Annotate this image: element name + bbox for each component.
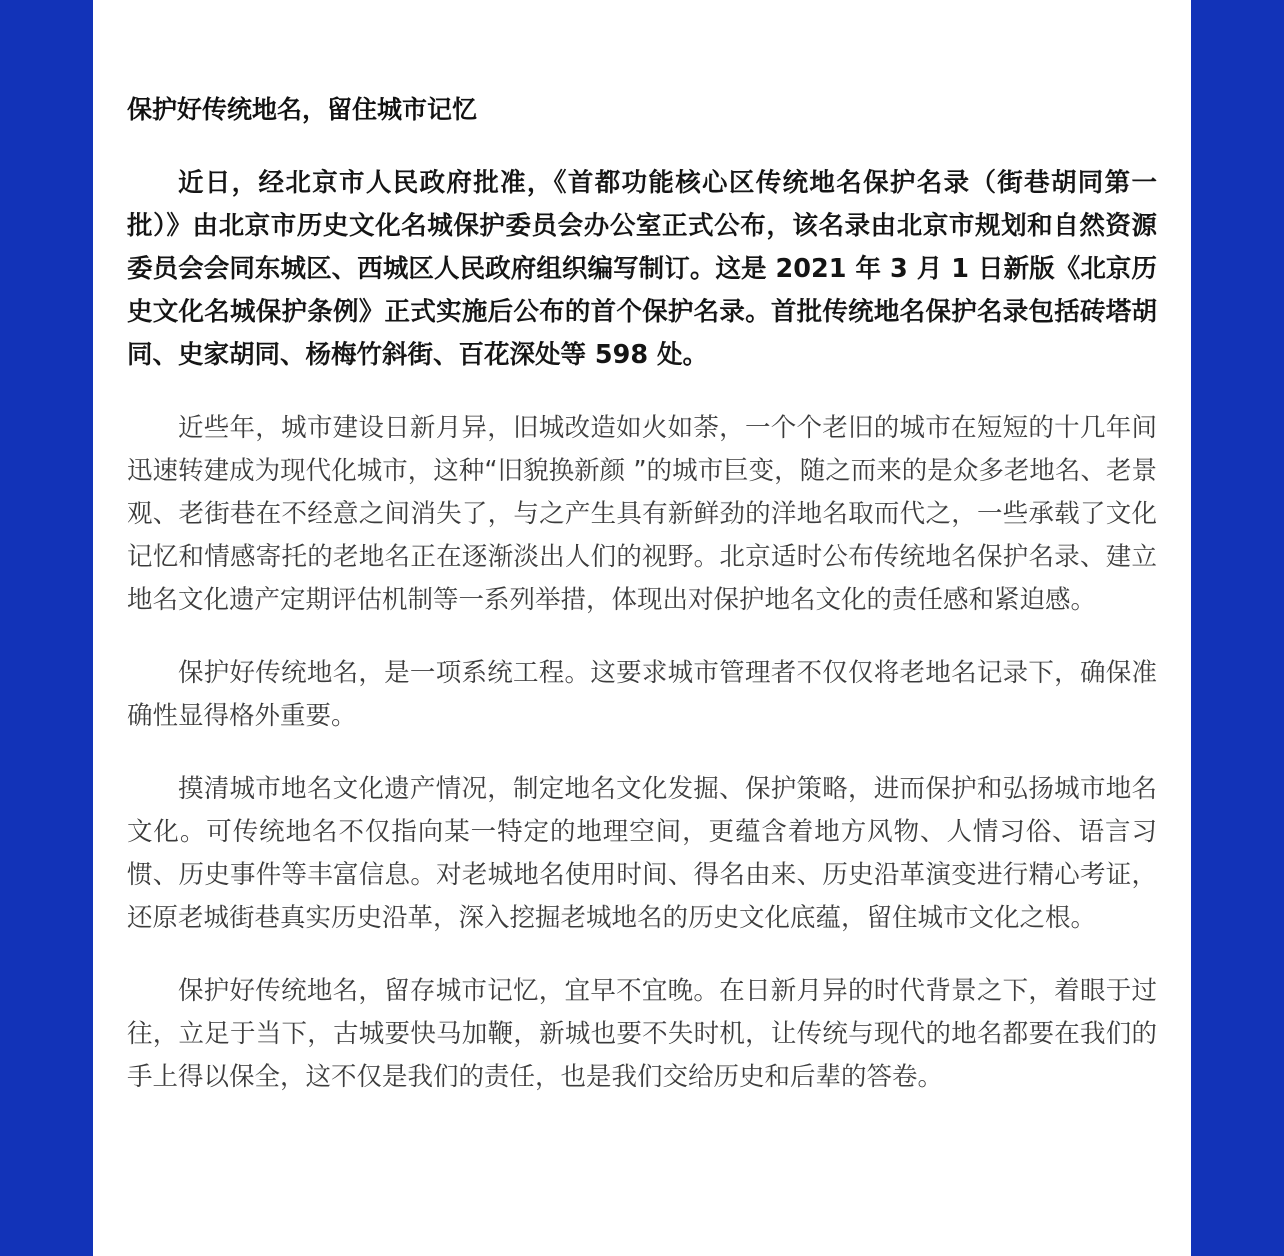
article-paragraph-2: 近些年，城市建设日新月异，旧城改造如火如荼，一个个老旧的城市在短短的十几年间迅速转建成为现代化城市，这种“旧貌换新颜 ”的城市巨变，随之而来的是众多老地名、老景观、老街巷在不经意之间消失了，与之产生具有新鲜劲的洋地名取而代之，一些承载了文化记忆和情感寄托的老地名正在逐渐淡出人们的视野。北京适时公布传统地名保护名录、建立地名文化遗产定期评估机制等一系列举措，体现出对保护地名文化的责任感和紧迫感。 [127,413,1157,615]
article-paragraph-5: 保护好传统地名，留存城市记忆，宜早不宜晚。在日新月异的时代背景之下，着眼于过往，立足于当下，古城要快马加鞭，新城也要不失时机，让传统与现代的地名都要在我们的手上得以保全，这不仅是我们的责任，也是我们交给历史和后辈的答卷。 [127,976,1157,1092]
article-paragraph-4: 摸清城市地名文化遗产情况，制定地名文化发掘、保护策略，进而保护和弘扬城市地名文化。可传统地名不仅指向某一特定的地理空间，更蕴含着地方风物、人情习俗、语言习惯、历史事件等丰富信息。对老城地名使用时间、得名由来、历史沿革演变进行精心考证，还原老城街巷真实历史沿革，深入挖掘老城地名的历史文化底蕴，留住城市文化之根。 [127,774,1157,933]
article-card [93,0,1191,1256]
article-paragraph-3: 保护好传统地名，是一项系统工程。这要求城市管理者不仅仅将老地名记录下，确保准确性显得格外重要。 [127,658,1157,731]
article-paragraph-1: 近日，经北京市人民政府批准，《首都功能核心区传统地名保护名录（街巷胡同第一批）》由北京市历史文化名城保护委员会办公室正式公布，该名录由北京市规划和自然资源委员会会同东城区、西城区人民政府组织编写制订。这是 2021 年 3 月 1 日新版《北京历史文化名城保护条例》正式实施后公布的首个保护名录。首批传统地名保护名录包括砖塔胡同、史家胡同、杨梅竹斜街、百花深处等 598 处。 [127,168,1157,370]
article-title: 保护好传统地名，留住城市记忆 [127,95,478,124]
